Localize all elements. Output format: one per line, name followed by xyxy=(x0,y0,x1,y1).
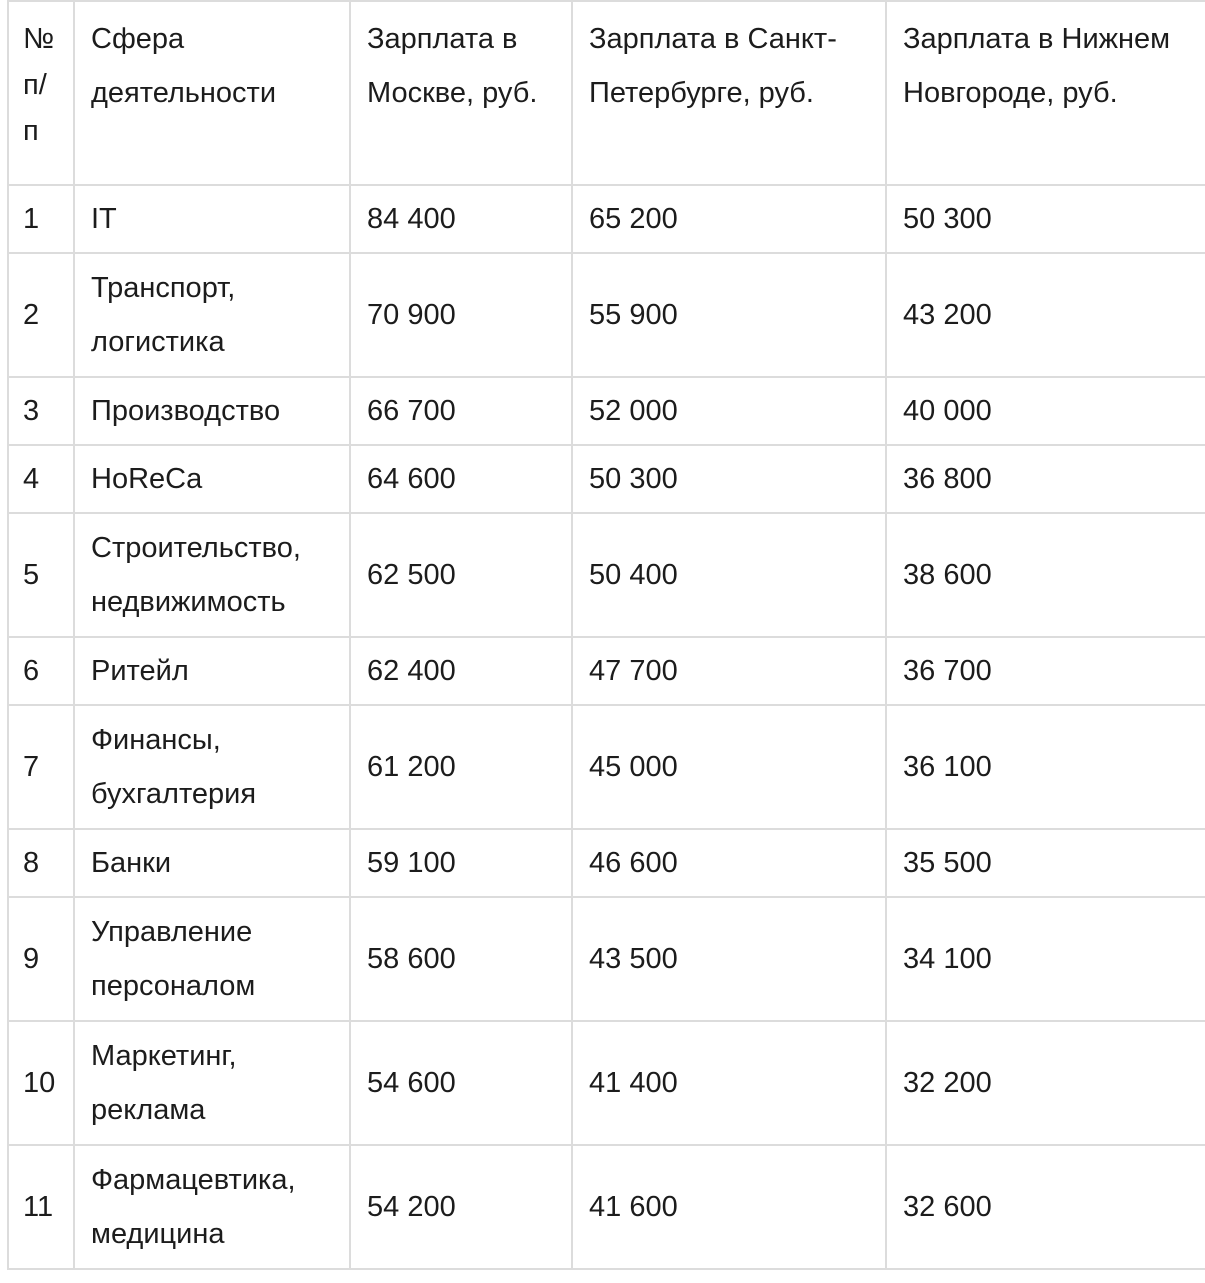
table-row xyxy=(8,705,1205,829)
cell-number: 10 xyxy=(8,1021,74,1145)
header-line: Сфера xyxy=(91,23,185,55)
cell-sphere xyxy=(74,377,350,445)
cell-salary-moscow: 70 900 xyxy=(350,253,572,377)
sphere-line: IT xyxy=(91,203,117,235)
cell-salary-moscow: 66 700 xyxy=(350,377,572,445)
cell-number: 7 xyxy=(8,705,74,829)
header-spb xyxy=(572,1,886,185)
cell-salary-moscow: 62 400 xyxy=(350,637,572,705)
table-row xyxy=(8,253,1205,377)
salary-table xyxy=(7,0,1205,1270)
sphere-line: Финансы, xyxy=(91,724,221,756)
cell-sphere xyxy=(74,1021,350,1145)
cell-sphere xyxy=(74,829,350,897)
cell-salary-spb: 55 900 xyxy=(572,253,886,377)
table-header-row xyxy=(8,1,1205,185)
cell-number: 1 xyxy=(8,185,74,253)
cell-number: 11 xyxy=(8,1145,74,1269)
table-row xyxy=(8,445,1205,513)
cell-number: 4 xyxy=(8,445,74,513)
header-line: п xyxy=(23,115,39,147)
cell-salary-moscow: 59 100 xyxy=(350,829,572,897)
sphere-line: Фармацевтика, xyxy=(91,1164,296,1196)
table-row xyxy=(8,513,1205,637)
sphere-line: Маркетинг, xyxy=(91,1040,237,1072)
cell-salary-moscow: 61 200 xyxy=(350,705,572,829)
cell-salary-nn: 50 300 xyxy=(886,185,1205,253)
sphere-line: Транспорт, xyxy=(91,272,236,304)
cell-sphere xyxy=(74,445,350,513)
cell-salary-spb: 52 000 xyxy=(572,377,886,445)
cell-salary-nn: 32 600 xyxy=(886,1145,1205,1269)
header-sphere xyxy=(74,1,350,185)
header-line: Москве, руб. xyxy=(367,77,538,109)
cell-number: 6 xyxy=(8,637,74,705)
cell-salary-spb: 45 000 xyxy=(572,705,886,829)
cell-salary-spb: 50 300 xyxy=(572,445,886,513)
cell-number: 3 xyxy=(8,377,74,445)
cell-salary-moscow: 54 600 xyxy=(350,1021,572,1145)
cell-salary-moscow: 84 400 xyxy=(350,185,572,253)
cell-salary-nn: 35 500 xyxy=(886,829,1205,897)
cell-salary-nn: 36 700 xyxy=(886,637,1205,705)
header-line: Зарплата в Санкт- xyxy=(589,23,837,55)
sphere-line: недвижимость xyxy=(91,586,286,618)
sphere-line: Банки xyxy=(91,847,172,879)
sphere-line: Ритейл xyxy=(91,655,189,687)
cell-salary-spb: 41 600 xyxy=(572,1145,886,1269)
cell-salary-nn: 32 200 xyxy=(886,1021,1205,1145)
cell-sphere xyxy=(74,897,350,1021)
table-row xyxy=(8,897,1205,1021)
header-line: Зарплата в xyxy=(367,23,518,55)
header-line: Петербурге, руб. xyxy=(589,77,814,109)
cell-salary-moscow: 64 600 xyxy=(350,445,572,513)
cell-salary-moscow: 62 500 xyxy=(350,513,572,637)
cell-salary-nn: 40 000 xyxy=(886,377,1205,445)
table-row xyxy=(8,377,1205,445)
cell-salary-spb: 46 600 xyxy=(572,829,886,897)
cell-sphere xyxy=(74,705,350,829)
cell-salary-spb: 43 500 xyxy=(572,897,886,1021)
cell-salary-nn: 36 100 xyxy=(886,705,1205,829)
table-row xyxy=(8,637,1205,705)
sphere-line: бухгалтерия xyxy=(91,778,257,810)
cell-salary-nn: 43 200 xyxy=(886,253,1205,377)
header-line: деятельности xyxy=(91,77,277,109)
cell-number: 9 xyxy=(8,897,74,1021)
cell-salary-nn: 36 800 xyxy=(886,445,1205,513)
cell-salary-spb: 47 700 xyxy=(572,637,886,705)
sphere-line: реклама xyxy=(91,1094,206,1126)
sphere-line: HoReCa xyxy=(91,463,203,495)
table-body xyxy=(8,185,1205,1269)
cell-sphere xyxy=(74,1145,350,1269)
table-row xyxy=(8,1145,1205,1269)
cell-salary-spb: 41 400 xyxy=(572,1021,886,1145)
cell-salary-moscow: 58 600 xyxy=(350,897,572,1021)
sphere-line: Управление xyxy=(91,916,253,948)
cell-salary-spb: 50 400 xyxy=(572,513,886,637)
sphere-line: Производство xyxy=(91,395,281,427)
cell-sphere xyxy=(74,513,350,637)
header-line: Зарплата в Нижнем xyxy=(903,23,1171,55)
cell-number: 8 xyxy=(8,829,74,897)
cell-number: 5 xyxy=(8,513,74,637)
header-line: Новгороде, руб. xyxy=(903,77,1118,109)
cell-sphere xyxy=(74,253,350,377)
header-line: № xyxy=(23,23,55,55)
table-row xyxy=(8,829,1205,897)
header-moscow xyxy=(350,1,572,185)
cell-salary-nn: 38 600 xyxy=(886,513,1205,637)
header-number xyxy=(8,1,74,185)
sphere-line: логистика xyxy=(91,326,225,358)
cell-salary-moscow: 54 200 xyxy=(350,1145,572,1269)
cell-sphere xyxy=(74,185,350,253)
sphere-line: медицина xyxy=(91,1218,225,1250)
cell-sphere xyxy=(74,637,350,705)
sphere-line: персоналом xyxy=(91,970,256,1002)
header-nn xyxy=(886,1,1205,185)
table-row xyxy=(8,1021,1205,1145)
cell-salary-nn: 34 100 xyxy=(886,897,1205,1021)
header-line: п/ xyxy=(23,69,47,101)
sphere-line: Строительство, xyxy=(91,532,301,564)
cell-number: 2 xyxy=(8,253,74,377)
cell-salary-spb: 65 200 xyxy=(572,185,886,253)
table-row xyxy=(8,185,1205,253)
